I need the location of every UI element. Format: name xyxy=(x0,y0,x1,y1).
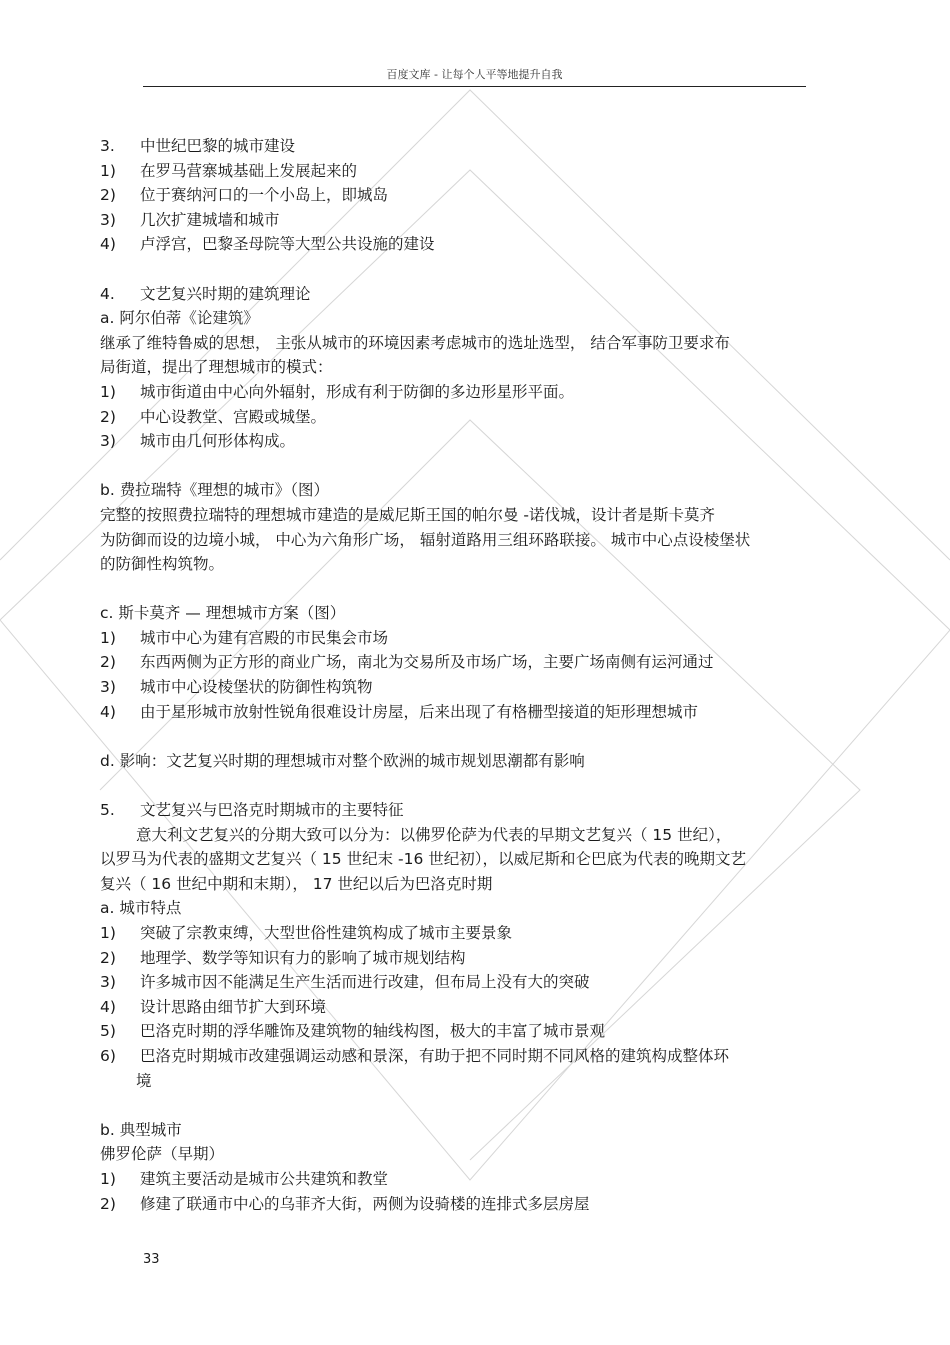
section-5-title: 5. 文艺复兴与巴洛克时期城市的主要特征 xyxy=(100,801,404,820)
section-3-title: 3. 中世纪巴黎的城市建设 xyxy=(100,137,296,155)
paragraph-line: 局街道，提出了理想城市的模式： xyxy=(100,358,333,377)
section-4-title: 4. 文艺复兴时期的建筑理论 xyxy=(100,284,311,303)
paragraph-line: 继承了维特鲁威的思想， 主张从城市的环境因素考虑城市的选址选型， 结合军事防卫要求布 xyxy=(100,333,730,352)
paragraph-line: 复兴（ 16 世纪中期和末期）， 17 世纪以后为巴洛克时期 xyxy=(100,874,493,893)
list-item: 6) 巴洛克时期城市改建强调运动感和景深，有助于把不同时期不同风格的建筑构成整体环 xyxy=(100,1046,730,1065)
list-item: 4) 卢浮宫，巴黎圣母院等大型公共设施的建设 xyxy=(100,235,435,254)
subsection-a-title: a. 城市特点 xyxy=(100,899,182,918)
list-item-continuation: 境 xyxy=(136,1071,152,1090)
subsection-b-title: b. 典型城市 xyxy=(100,1120,182,1139)
subsection-a-title: a. 阿尔伯蒂《论建筑》 xyxy=(100,309,259,328)
list-item: 2) 中心设教堂、宫殿或城堡。 xyxy=(100,407,327,426)
document-body xyxy=(100,134,870,1216)
list-item: 1) 城市中心为建有宫殿的市民集会市场 xyxy=(100,628,389,647)
list-item: 4) 设计思路由细节扩大到环境 xyxy=(100,997,327,1016)
list-item: 2) 东西两侧为正方形的商业广场，南北为交易所及市场广场，主要广场南侧有运河通过 xyxy=(100,653,714,672)
subsection-c-title: c. 斯卡莫齐 — 理想城市方案（图） xyxy=(100,604,346,623)
list-item: 1) 建筑主要活动是城市公共建筑和教堂 xyxy=(100,1169,389,1188)
page-number: 33 xyxy=(143,1252,160,1267)
list-item: 2) 位于赛纳河口的一个小岛上，即城岛 xyxy=(100,186,389,205)
paragraph-line: 为防御而设的边境小城， 中心为六角形广场， 辐射道路用三组环路联接。 城市中心点设棱堡状 xyxy=(100,530,751,549)
list-item: 1) 突破了宗教束缚，大型世俗性建筑构成了城市主要景象 xyxy=(100,924,513,942)
list-item: 2) 修建了联通市中心的乌菲齐大街，两侧为设骑楼的连排式多层房屋 xyxy=(100,1194,590,1213)
list-item: 1) 在罗马营寨城基础上发展起来的 xyxy=(100,161,358,180)
list-item: 3) 许多城市因不能满足生产生活而进行改建，但布局上没有大的突破 xyxy=(100,973,590,992)
list-item: 3) 几次扩建城墙和城市 xyxy=(100,210,280,229)
list-item: 4) 由于星形城市放射性锐角很难设计房屋，后来出现了有格栅型接道的矩形理想城市 xyxy=(100,702,699,721)
list-item: 2) 地理学、数学等知识有力的影响了城市规划结构 xyxy=(100,948,466,967)
paragraph-line: 以罗马为代表的盛期文艺复兴（ 15 世纪末 -16 世纪初），以威尼斯和仑巴底为代表的晚期文艺 xyxy=(100,850,747,869)
paragraph-line: 的防御性构筑物。 xyxy=(100,555,225,574)
list-item: 3) 城市中心设棱堡状的防御性构筑物 xyxy=(100,678,373,697)
subsection-d-line: d. 影响：文艺复兴时期的理想城市对整个欧洲的城市规划思潮都有影响 xyxy=(100,751,585,770)
paragraph-line: 完整的按照费拉瑞特的理想城市建造的是威尼斯王国的帕尔曼 -诺伐城，设计者是斯卡莫齐 xyxy=(100,505,716,524)
page-header: 百度文库 - 让每个人平等地提升自我 xyxy=(386,68,563,81)
list-item: 5) 巴洛克时期的浮华雕饰及建筑物的轴线构图，极大的丰富了城市景观 xyxy=(100,1022,606,1041)
list-item: 1) 城市街道由中心向外辐射，形成有利于防御的多边形星形平面。 xyxy=(100,382,575,401)
subheading: 佛罗伦萨（早期） xyxy=(100,1145,225,1164)
header-divider xyxy=(143,86,806,87)
paragraph-line: 意大利文艺复兴的分期大致可以分为：以佛罗伦萨为代表的早期文艺复兴（ 15 世纪）， xyxy=(136,825,732,844)
list-item: 3) 城市由几何形体构成。 xyxy=(100,432,296,451)
subsection-b-title: b. 费拉瑞特《理想的城市》（图） xyxy=(100,481,329,500)
